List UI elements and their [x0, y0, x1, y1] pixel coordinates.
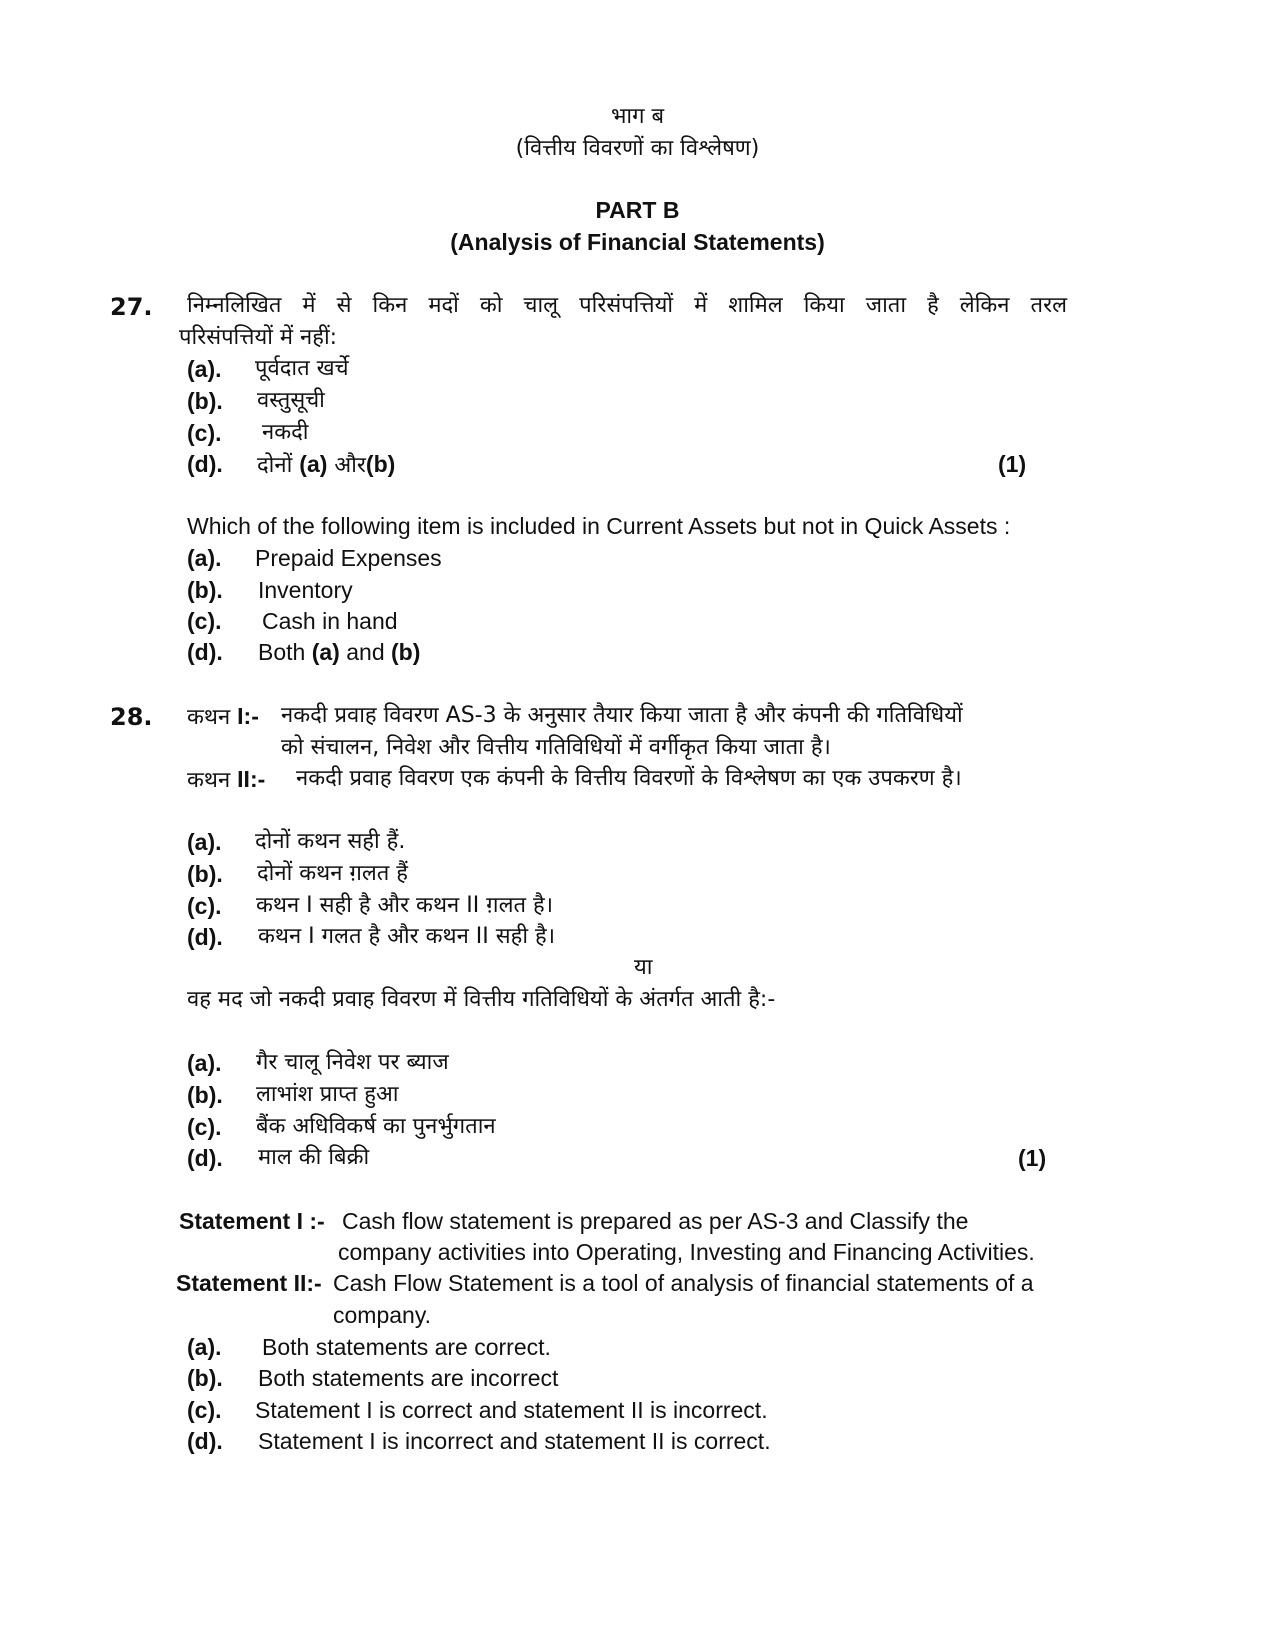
- option-text-mid: and: [339, 639, 391, 665]
- q27-marks: (1): [998, 451, 1027, 477]
- option-ref-b: (b): [365, 451, 396, 477]
- option-text: वस्तुसूची: [257, 388, 325, 413]
- hindi-statement2-label: [187, 768, 265, 792]
- option-text: कथन I सही है और कथन II ग़लत है।: [256, 893, 554, 918]
- option-text: माल की बिक्री: [258, 1145, 370, 1170]
- option-label: (b).: [187, 577, 223, 603]
- option-text: बैंक अधिविकर्ष का पुनर्भुगतान: [256, 1114, 496, 1139]
- option-text-pre: दोनों: [257, 453, 300, 478]
- option-text: नकदी: [262, 420, 309, 445]
- option-label: (b).: [187, 1082, 223, 1108]
- hindi-part-title: भाग ब: [610, 104, 665, 129]
- option-label: (b).: [187, 1365, 223, 1391]
- option-label: (a).: [187, 356, 222, 382]
- q27-english-question: Which of the following item is included in Current Assets but not in Quick Assets :: [187, 513, 1011, 539]
- english-statement2-line1: Cash Flow Statement is a tool of analysis of financial statements of a: [333, 1270, 1034, 1296]
- option-label: (d).: [187, 639, 223, 665]
- option-ref-b: (b): [391, 639, 421, 665]
- option-text: पूर्वदात खर्चे: [255, 356, 349, 381]
- question-number-27: 27.: [110, 293, 153, 321]
- option-label: (c).: [187, 1397, 222, 1423]
- hindi-statement1-label: [187, 705, 259, 729]
- option-text-mid: और: [327, 453, 366, 478]
- english-statement2-label: Statement II:-: [176, 1270, 322, 1296]
- english-statement2-line2: company.: [333, 1302, 432, 1328]
- statement-label-num: I:-: [237, 703, 259, 729]
- option-label: (c).: [187, 608, 222, 634]
- option-label: (b).: [187, 388, 223, 414]
- hindi-statement1-line1: नकदी प्रवाह विवरण AS-3 के अनुसार तैयार किया जाता है और कंपनी की गतिविधियों: [281, 703, 963, 728]
- option-text: Cash in hand: [262, 608, 398, 634]
- hindi-statement1-line2: को संचालन, निवेश और वित्तीय गतिविधियों में वर्गीकृत किया जाता है।: [281, 735, 831, 760]
- option-text: [258, 641, 420, 664]
- option-label: (b).: [187, 861, 223, 887]
- statement-label-word: कथन: [187, 705, 238, 730]
- english-statement1-line1: Cash flow statement is prepared as per AS-3 and Classify the: [342, 1208, 969, 1234]
- q28-marks: (1): [1018, 1145, 1047, 1171]
- english-part-title: PART B: [595, 197, 680, 223]
- option-label: (d).: [187, 1145, 223, 1171]
- statement-label-num: II:-: [237, 766, 266, 792]
- option-text: Statement I is incorrect and statement II is correct.: [258, 1428, 771, 1454]
- option-label: (a).: [187, 1334, 222, 1360]
- option-text: Both statements are incorrect: [258, 1365, 559, 1391]
- option-text: दोनों कथन ग़लत हैं: [257, 861, 408, 886]
- q27-hindi-question-line2: परिसंपत्तियों में नहीं:: [179, 325, 338, 350]
- option-ref-a: (a): [311, 639, 340, 665]
- option-label: (c).: [187, 893, 222, 919]
- option-label: (a).: [187, 829, 222, 855]
- question-number-28: 28.: [110, 703, 153, 731]
- option-label: (d).: [187, 924, 223, 950]
- option-label: (a).: [187, 545, 222, 571]
- or-separator: या: [634, 955, 653, 980]
- hindi-statement2-text: नकदी प्रवाह विवरण एक कंपनी के वित्तीय विवरणों के विश्लेषण का एक उपकरण है।: [296, 766, 962, 791]
- hindi-section-subtitle: (वित्तीय विवरणों का विश्लेषण): [515, 136, 760, 161]
- option-text: दोनों कथन सही हैं.: [255, 829, 406, 854]
- english-statement1-line2: company activities into Operating, Investing and Financing Activities.: [338, 1239, 1035, 1265]
- option-text: कथन I गलत है और कथन II सही है।: [258, 924, 556, 949]
- statement-label-word: कथन: [187, 768, 238, 793]
- option-ref-a: (a): [299, 451, 328, 477]
- option-text: Prepaid Expenses: [255, 545, 442, 571]
- english-section-subtitle: (Analysis of Financial Statements): [450, 229, 825, 255]
- option-text: गैर चालू निवेश पर ब्याज: [256, 1050, 449, 1075]
- option-label: (d).: [187, 1428, 223, 1454]
- option-text: Both statements are correct.: [262, 1334, 551, 1360]
- option-label: (a).: [187, 1050, 222, 1076]
- option-text: Statement I is correct and statement II is incorrect.: [255, 1397, 768, 1423]
- option-text: लाभांश प्राप्त हुआ: [256, 1082, 399, 1107]
- option-label: (d).: [187, 451, 223, 477]
- option-text: [257, 453, 395, 477]
- option-text: Inventory: [258, 577, 353, 603]
- option-label: (c).: [187, 1114, 222, 1140]
- option-text-pre: Both: [258, 639, 312, 665]
- english-statement1-label: Statement I :-: [179, 1208, 325, 1234]
- option-label: (c).: [187, 420, 222, 446]
- q28-hindi-alt-question: वह मद जो नकदी प्रवाह विवरण में वित्तीय गतिविधियों के अंतर्गत आती है:-: [187, 987, 776, 1012]
- q27-hindi-question-line1: निम्नलिखित में से किन मदों को चालू परिसंपत्तियों में शामिल किया जाता है लेकिन तरल: [187, 293, 1067, 318]
